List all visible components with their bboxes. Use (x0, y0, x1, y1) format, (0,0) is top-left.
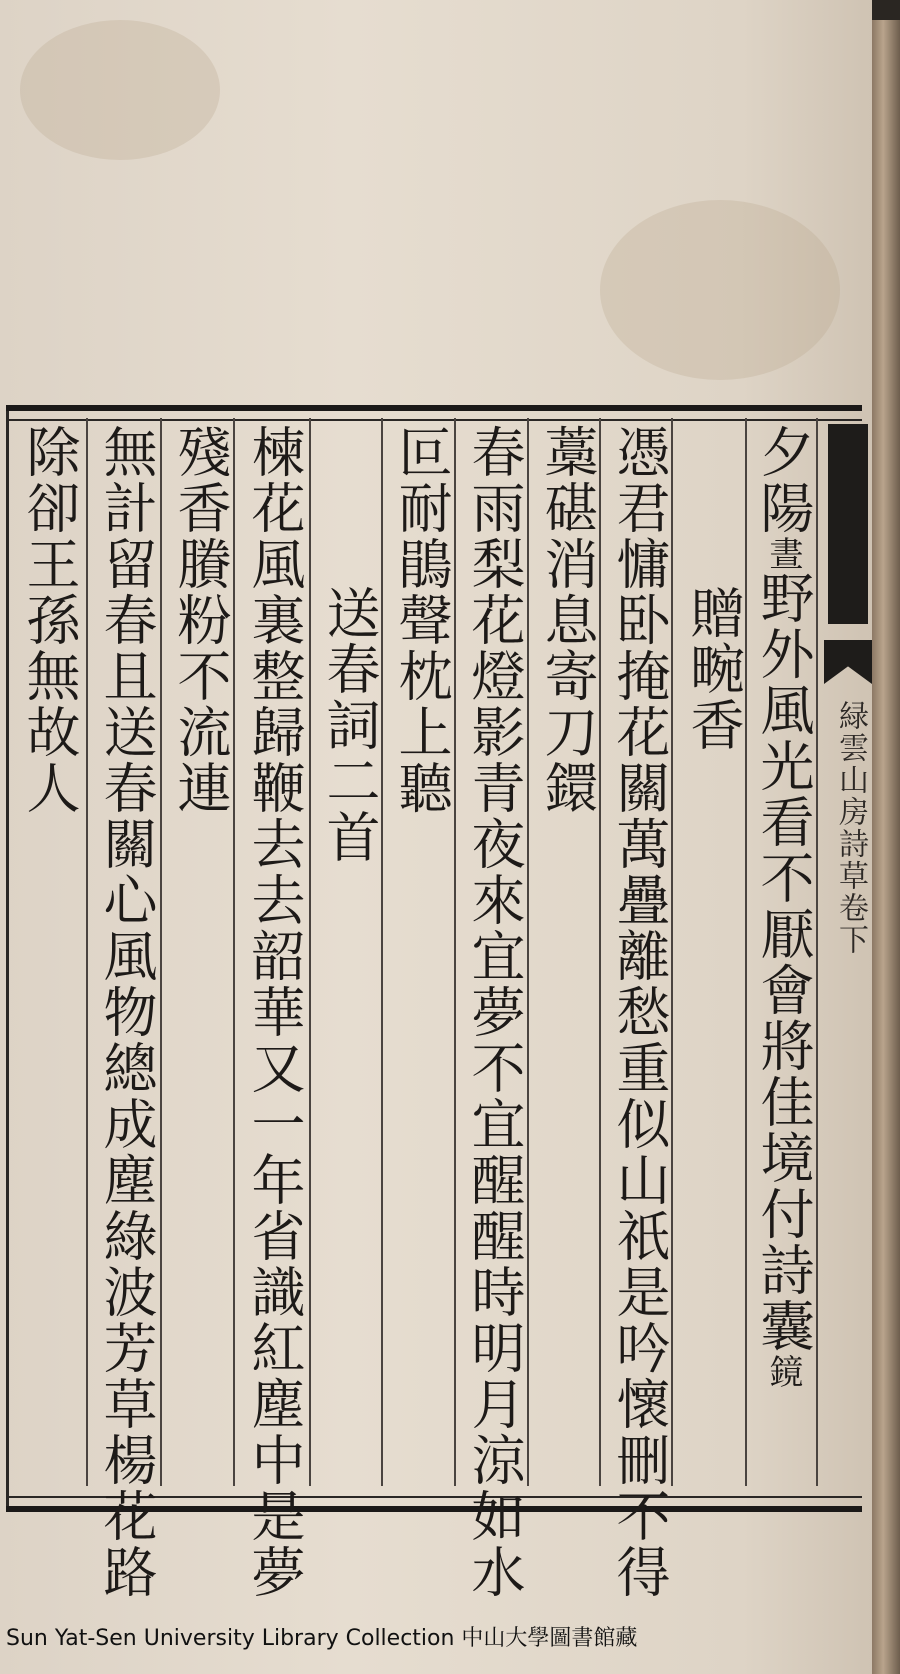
banxin-title: 緑雲山房詩草卷下 (833, 700, 868, 956)
column-text: 春雨梨花燈影青夜來宜夢不宜醒醒時明月涼如水 (463, 424, 526, 1600)
column-text: 殘香賸粉不流連 (169, 424, 232, 816)
text-column-1 (752, 424, 814, 1388)
column-rule (309, 418, 311, 1486)
text-column-3 (608, 424, 670, 1600)
text-column-11 (18, 424, 80, 816)
column-rule (745, 418, 747, 1486)
poem-title: 送春詞二首 (318, 585, 381, 865)
text-column-10 (95, 424, 157, 1600)
column-rule (86, 418, 88, 1486)
column-text: 夕陽 (752, 424, 815, 536)
text-column-4 (536, 424, 598, 816)
column-text: 憑君慵卧掩花關萬疊離愁重似山祇是吟懷刪不得 (608, 424, 671, 1600)
text-column-6 (390, 424, 452, 816)
column-rule (454, 418, 456, 1486)
column-rule (233, 418, 235, 1486)
text-column-7 (318, 585, 380, 865)
column-rule (527, 418, 529, 1486)
banxin-black-mouth (828, 424, 868, 624)
frame-inner-top-rule (6, 419, 862, 421)
column-text: 藁碪消息寄刀鐶 (536, 424, 599, 816)
column-rule (599, 418, 601, 1486)
paper-stain (600, 200, 840, 380)
column-text: 叵耐鵑聲枕上聽 (390, 424, 453, 816)
column-annotation: 鏡 (763, 1354, 803, 1388)
column-annotation: 晝 (763, 536, 803, 570)
text-column-9 (169, 424, 231, 816)
page-edge (872, 20, 900, 1674)
frame-left-rule (6, 411, 9, 1506)
column-rule (160, 418, 162, 1486)
paper-stain (20, 20, 220, 160)
column-rule (671, 418, 673, 1486)
text-column-2 (682, 585, 744, 753)
text-column-5 (463, 424, 525, 1600)
column-rule (816, 418, 818, 1486)
poem-title: 贈畹香 (682, 585, 745, 753)
library-watermark: Sun Yat-Sen University Library Collection 中山大學圖書館藏 (6, 1626, 638, 1651)
column-rule (381, 418, 383, 1486)
column-text: 野外風光看不厭會將佳境付詩囊 (752, 570, 815, 1354)
column-text: 無計留春且送春關心風物總成塵綠波芳草楊花路 (95, 424, 158, 1600)
text-column-8 (243, 424, 305, 1600)
column-text: 除卻王孫無故人 (18, 424, 81, 816)
column-text: 楝花風裏整歸鞭去去韶華又一年省識紅塵中是夢 (243, 424, 306, 1600)
